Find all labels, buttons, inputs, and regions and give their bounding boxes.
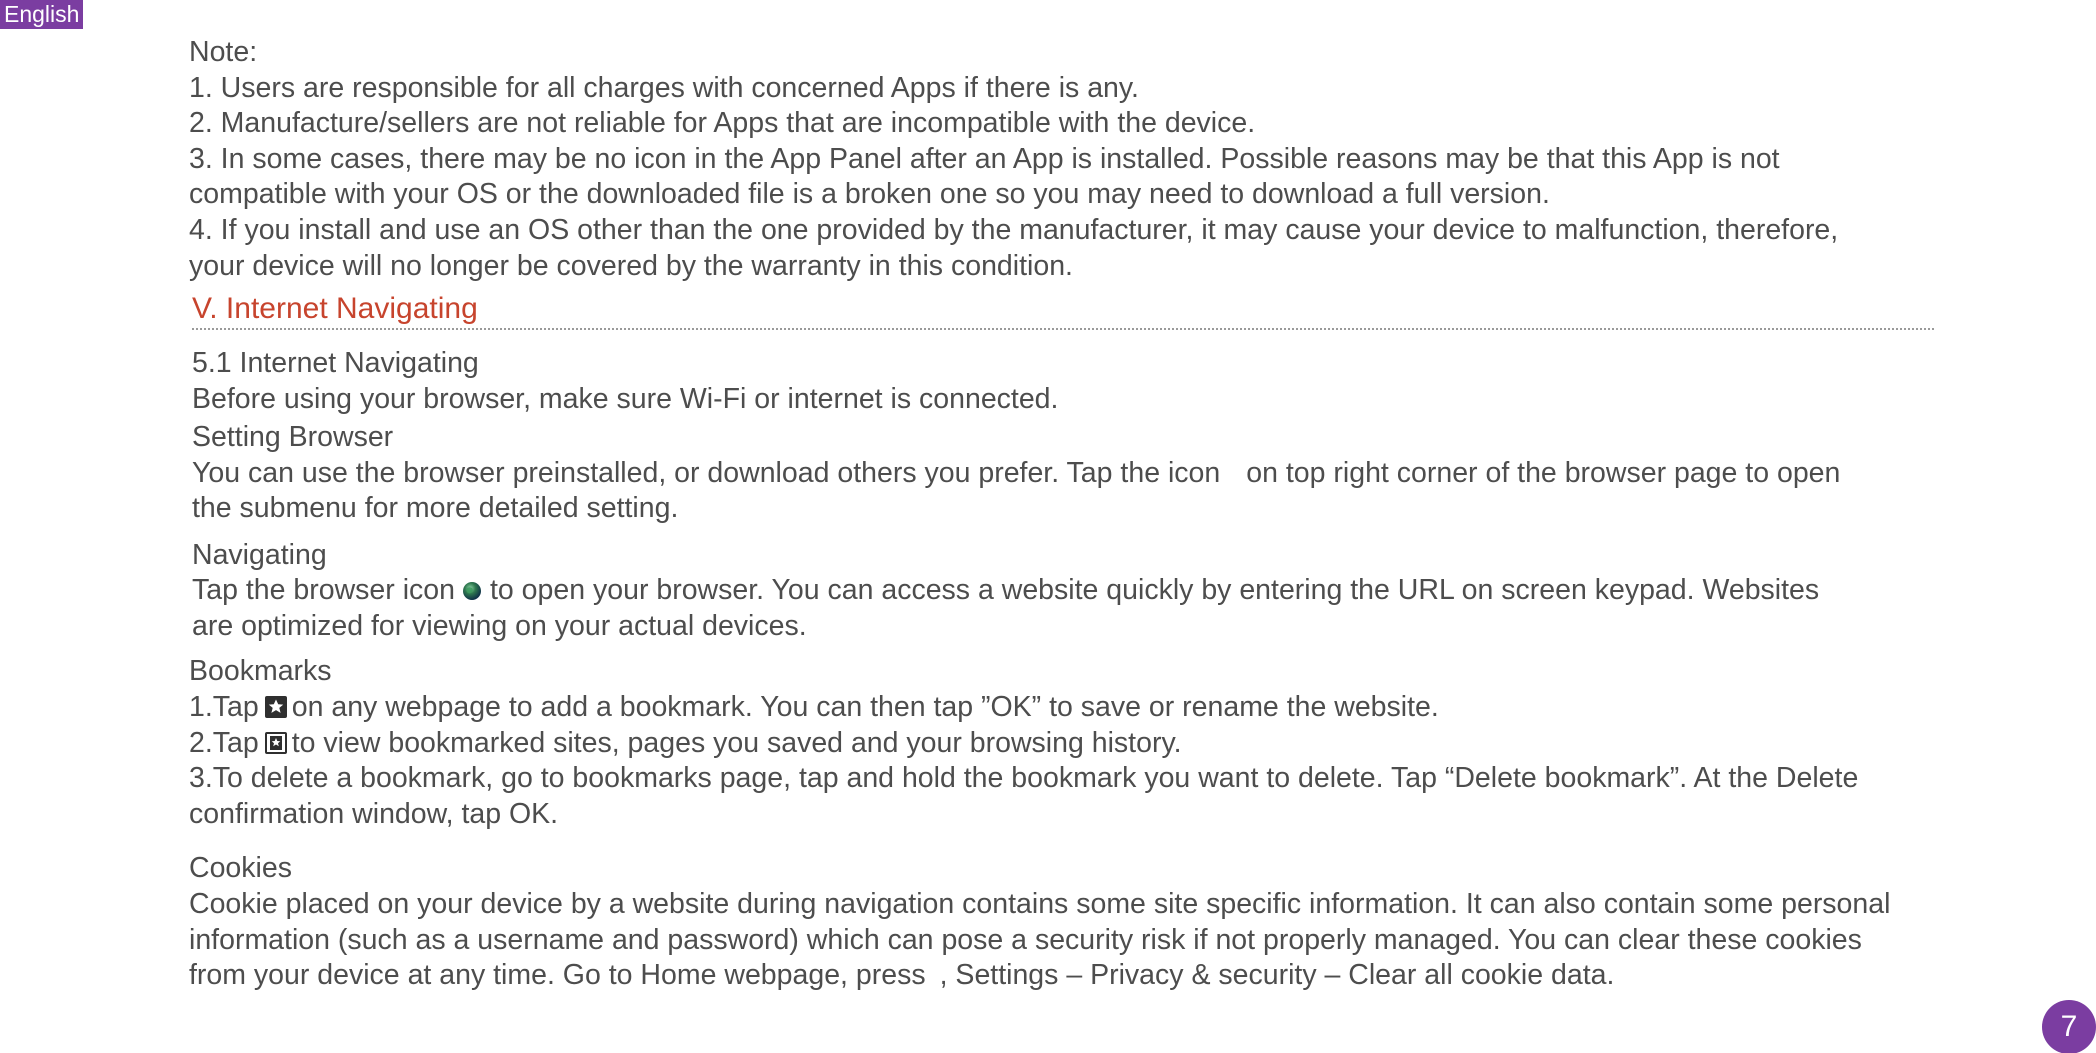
page-number-badge: 7	[2042, 1000, 2096, 1053]
bookmarks-item-1-text-b: on any webpage to add a bookmark. You can then tap ”OK” to save or rename the website.	[291, 691, 1439, 723]
language-tab[interactable]: English	[0, 0, 83, 29]
cookies-text-b: , Settings – Privacy & security – Clear all cookie data.	[939, 959, 1615, 991]
bookmarks-item-3-line-2: confirmation window, tap OK.	[189, 798, 559, 830]
bookmarks-item-2	[189, 725, 1182, 761]
cookies-line-1: Cookie placed on your device by a website during navigation contains some site specific information. It can also contain some personal	[189, 888, 1891, 920]
bookmarks-item-2-text-a: 2.Tap	[189, 727, 259, 759]
note-item-3-line-2: compatible with your OS or the downloaded file is a broken one so you may need to download a full version.	[189, 178, 1550, 210]
setting-browser-text-b: on top right corner of the browser page to open	[1246, 457, 1841, 489]
navigating-line-1	[192, 572, 1819, 608]
bookmarks-item-1-text-a: 1.Tap	[189, 691, 259, 723]
navigating-line-2: are optimized for viewing on your actual devices.	[192, 610, 807, 642]
section-title: V. Internet Navigating	[192, 292, 478, 325]
cookies-heading: Cookies	[189, 852, 292, 884]
navigating-heading: Navigating	[192, 539, 327, 571]
setting-browser-line-2: the submenu for more detailed setting.	[192, 492, 679, 524]
cookies-line-2: information (such as a username and password) which can pose a security risk if not properly managed. You can clear these cookies	[189, 924, 1862, 956]
setting-browser-line-1	[192, 455, 1840, 491]
bookmarks-item-1	[189, 689, 1439, 725]
bookmarks-list-icon	[265, 727, 287, 749]
section-intro: Before using your browser, make sure Wi-Fi or internet is connected.	[192, 383, 1059, 415]
menu-icon	[1220, 464, 1246, 484]
setting-browser-heading: Setting Browser	[192, 421, 394, 453]
cookies-text-a: from your device at any time. Go to Home webpage, press	[189, 959, 926, 991]
note-item-3-line-1: 3. In some cases, there may be no icon in the App Panel after an App is installed. Possible reasons may be that this App is not	[189, 143, 1780, 175]
menu-icon	[926, 966, 940, 986]
bookmarks-item-2-text-b: to view bookmarked sites, pages you saved and your browsing history.	[291, 727, 1182, 759]
bookmarks-heading: Bookmarks	[189, 655, 332, 687]
cookies-line-3	[189, 957, 1614, 993]
setting-browser-text-a: You can use the browser preinstalled, or download others you prefer. Tap the icon	[192, 457, 1221, 489]
note-item-4-line-1: 4. If you install and use an OS other than the one provided by the manufacturer, it may cause your device to malfunction, therefore,	[189, 214, 1839, 246]
bookmarks-item-3-line-1: 3.To delete a bookmark, go to bookmarks page, tap and hold the bookmark you want to delete. Tap “Delete bookmark”. At the Delete	[189, 762, 1859, 794]
star-bookmark-icon	[265, 691, 287, 713]
navigating-text-a: Tap the browser icon	[192, 574, 455, 606]
subsection-title: 5.1 Internet Navigating	[192, 347, 479, 379]
globe-icon	[462, 574, 484, 594]
note-item-1: 1. Users are responsible for all charges with concerned Apps if there is any.	[189, 72, 1139, 104]
note-item-2: 2. Manufacture/sellers are not reliable for Apps that are incompatible with the device.	[189, 107, 1256, 139]
note-item-4-line-2: your device will no longer be covered by the warranty in this condition.	[189, 250, 1073, 282]
note-heading: Note:	[189, 36, 258, 68]
section-divider	[192, 328, 1934, 330]
navigating-text-b: to open your browser. You can access a website quickly by entering the URL on screen keypad. Websites	[489, 574, 1820, 606]
